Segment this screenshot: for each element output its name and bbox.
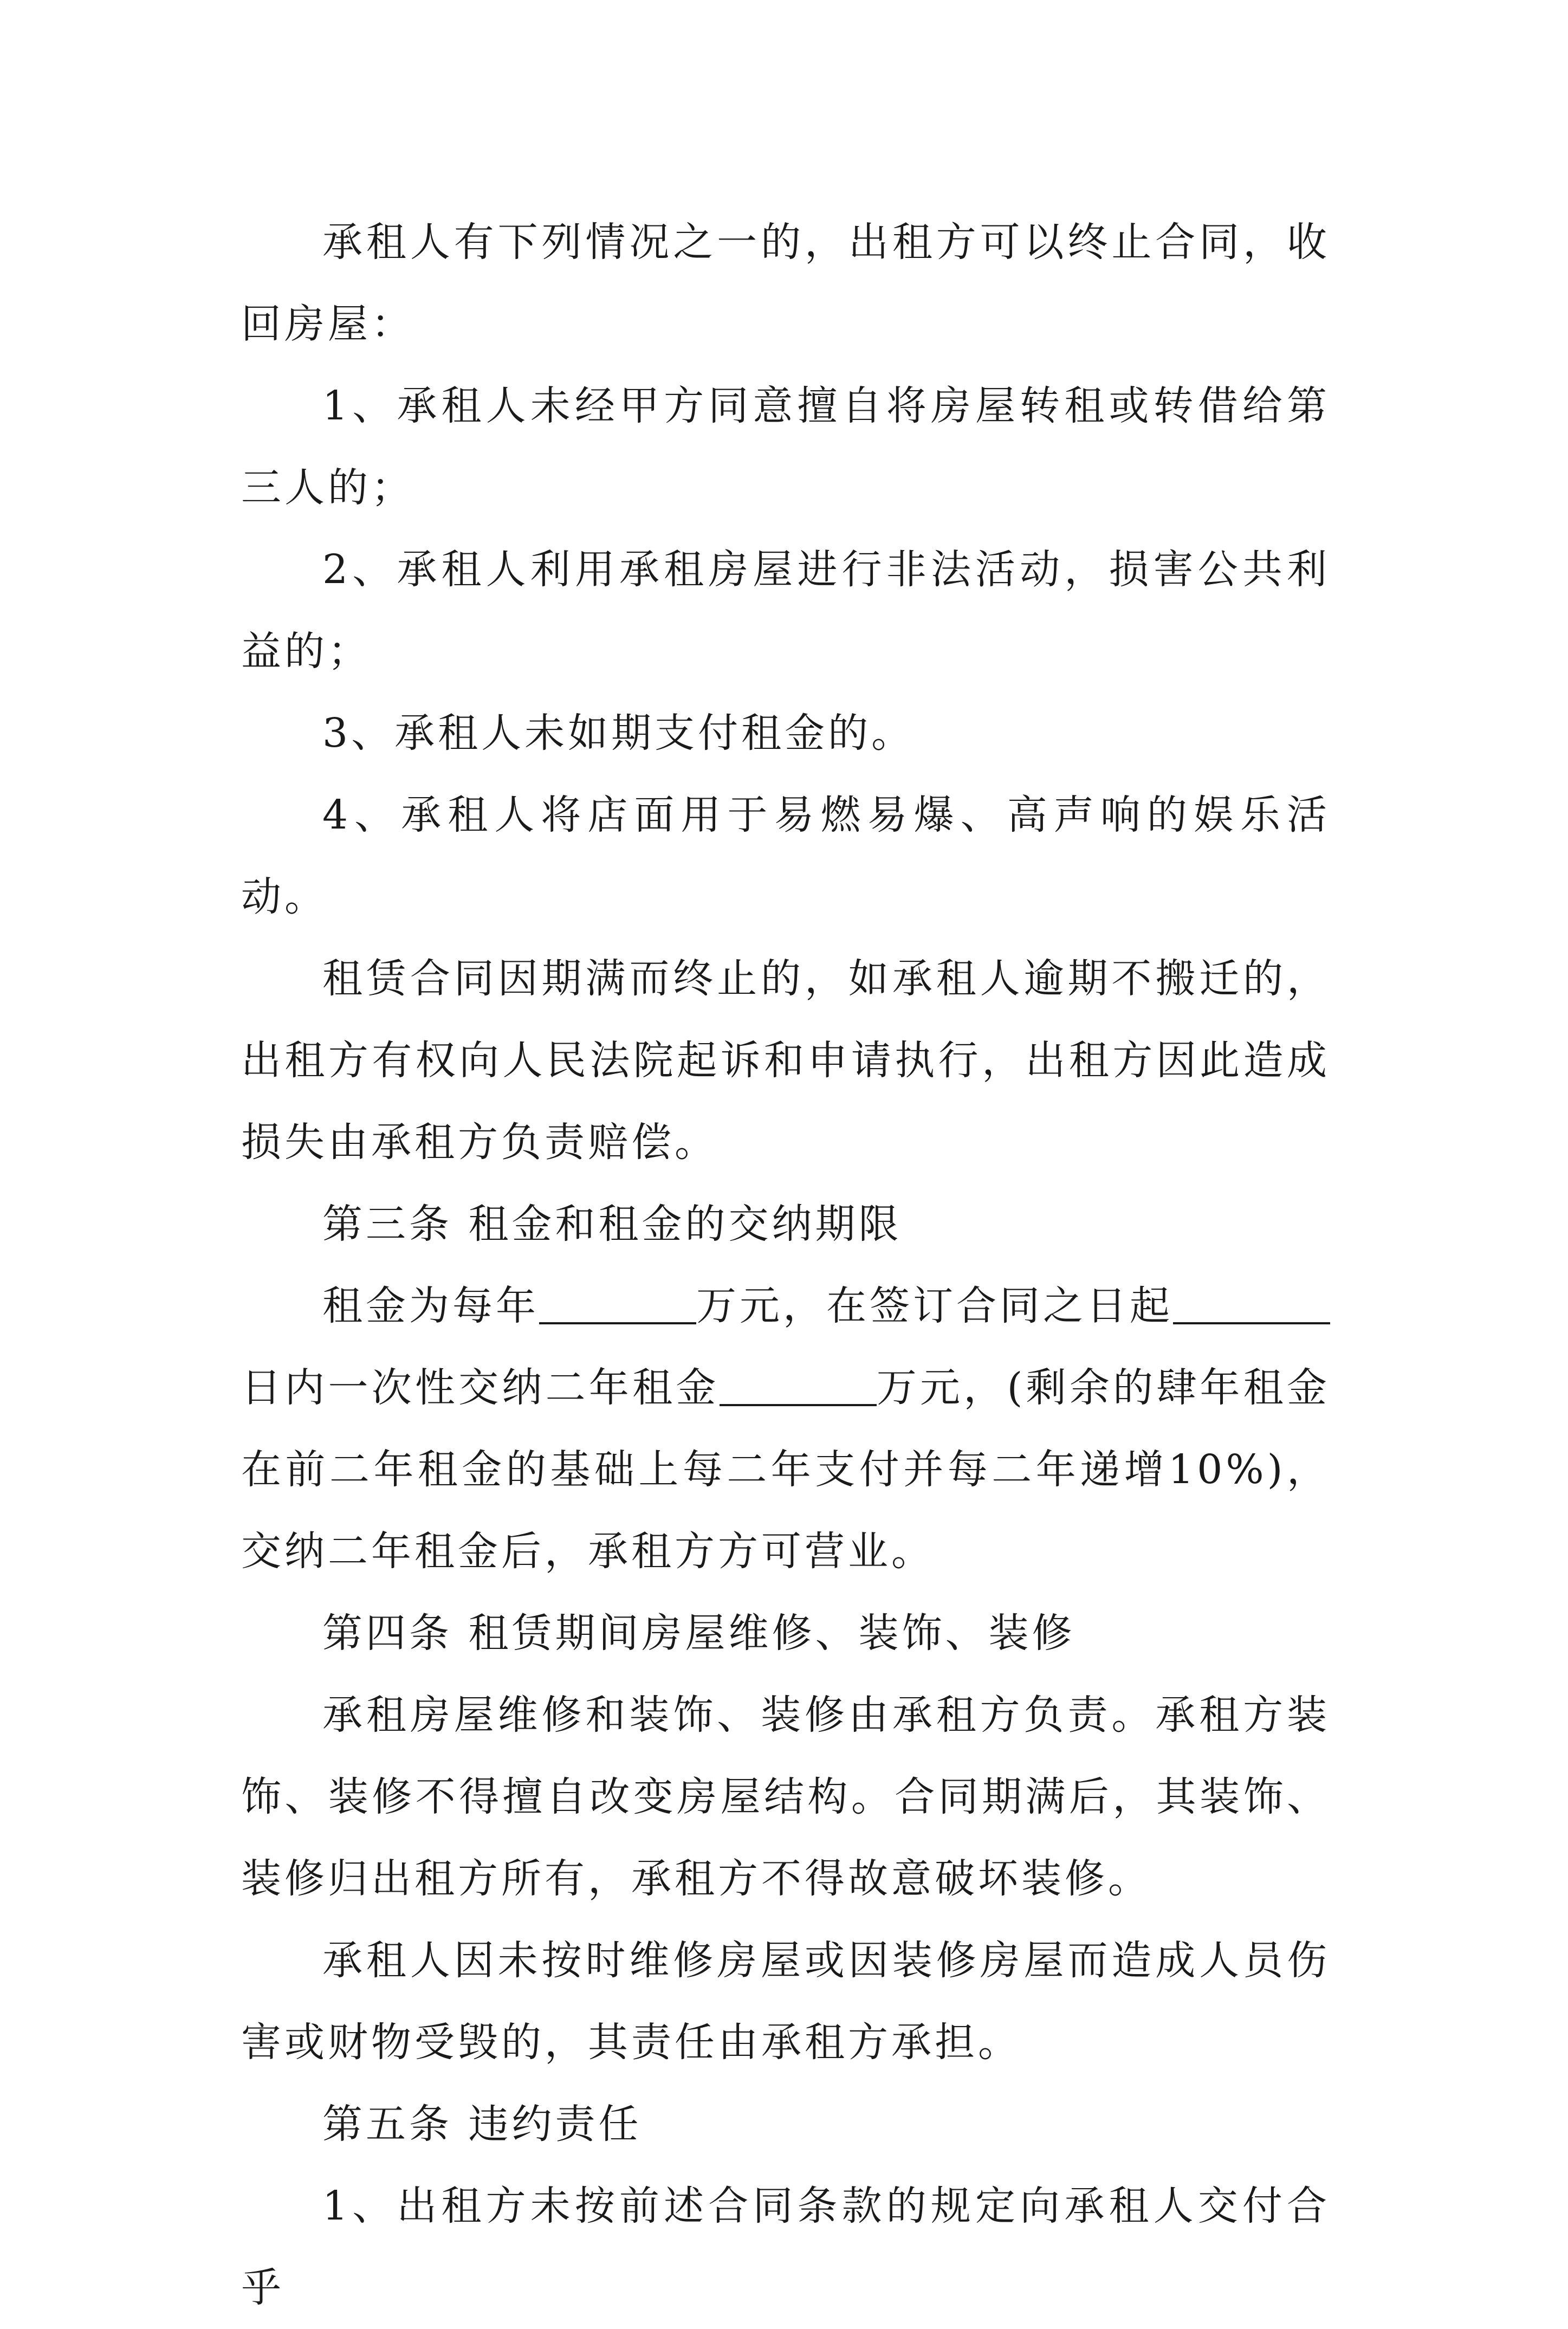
heading-article-3: 第三条 租金和租金的交纳期限 bbox=[322, 1201, 902, 1247]
heading-article-5: 第五条 违约责任 bbox=[322, 2101, 642, 2147]
blank-days bbox=[1173, 1282, 1330, 1324]
paragraph-item-1: 1、承租人未经甲方同意擅自将房屋转租或转借给第三人的； bbox=[241, 383, 1330, 511]
paragraph-item-2: 2、承租人利用承租房屋进行非法活动，损害公共利益的； bbox=[241, 546, 1330, 675]
document-body bbox=[241, 202, 1330, 2329]
paragraph-damage-liability: 承租人因未按时维修房屋或因装修房屋而造成人员伤害或财物受毁的，其责任由承租方承担。 bbox=[241, 1937, 1330, 2066]
paragraph-breach-item-1: 1、出租方未按前述合同条款的规定向承租人交付合乎 bbox=[241, 2183, 1330, 2311]
rent-text-2: 万元，在签订合同之日起 bbox=[696, 1283, 1173, 1329]
blank-annual-rent bbox=[539, 1282, 696, 1324]
rent-text-4: 万元，(剩余的肆年租金在前二年租金的基础上每二年支付并每二年递增10%)，交纳二年租金后，承租方方可营业。 bbox=[241, 1364, 1330, 1575]
paragraph-termination-conditions: 承租人有下列情况之一的，出租方可以终止合同，收回房屋： bbox=[241, 219, 1330, 347]
rent-text-3: 日内一次性交纳二年租金 bbox=[241, 1364, 720, 1411]
paragraph-item-3: 3、承租人未如期支付租金的。 bbox=[322, 710, 915, 756]
blank-two-year-rent bbox=[720, 1364, 877, 1406]
paragraph-item-4: 4、承租人将店面用于易燃易爆、高声响的娱乐活动。 bbox=[241, 792, 1330, 920]
paragraph-expiry-clause: 租赁合同因期满而终止的，如承租人逾期不搬迁的，出租方有权向人民法院起诉和申请执行，出租方因此造成损失由承租方负责赔偿。 bbox=[241, 955, 1330, 1166]
rent-text-1: 租金为每年 bbox=[322, 1283, 539, 1329]
paragraph-rent-terms bbox=[241, 1265, 1330, 1593]
paragraph-repair-decoration: 承租房屋维修和装饰、装修由承租方负责。承租方装饰、装修不得擅自改变房屋结构。合同期满后，其装饰、装修归出租方所有，承租方不得故意破坏装修。 bbox=[241, 1692, 1330, 1902]
heading-article-4: 第四条 租赁期间房屋维修、装饰、装修 bbox=[322, 1610, 1075, 1657]
